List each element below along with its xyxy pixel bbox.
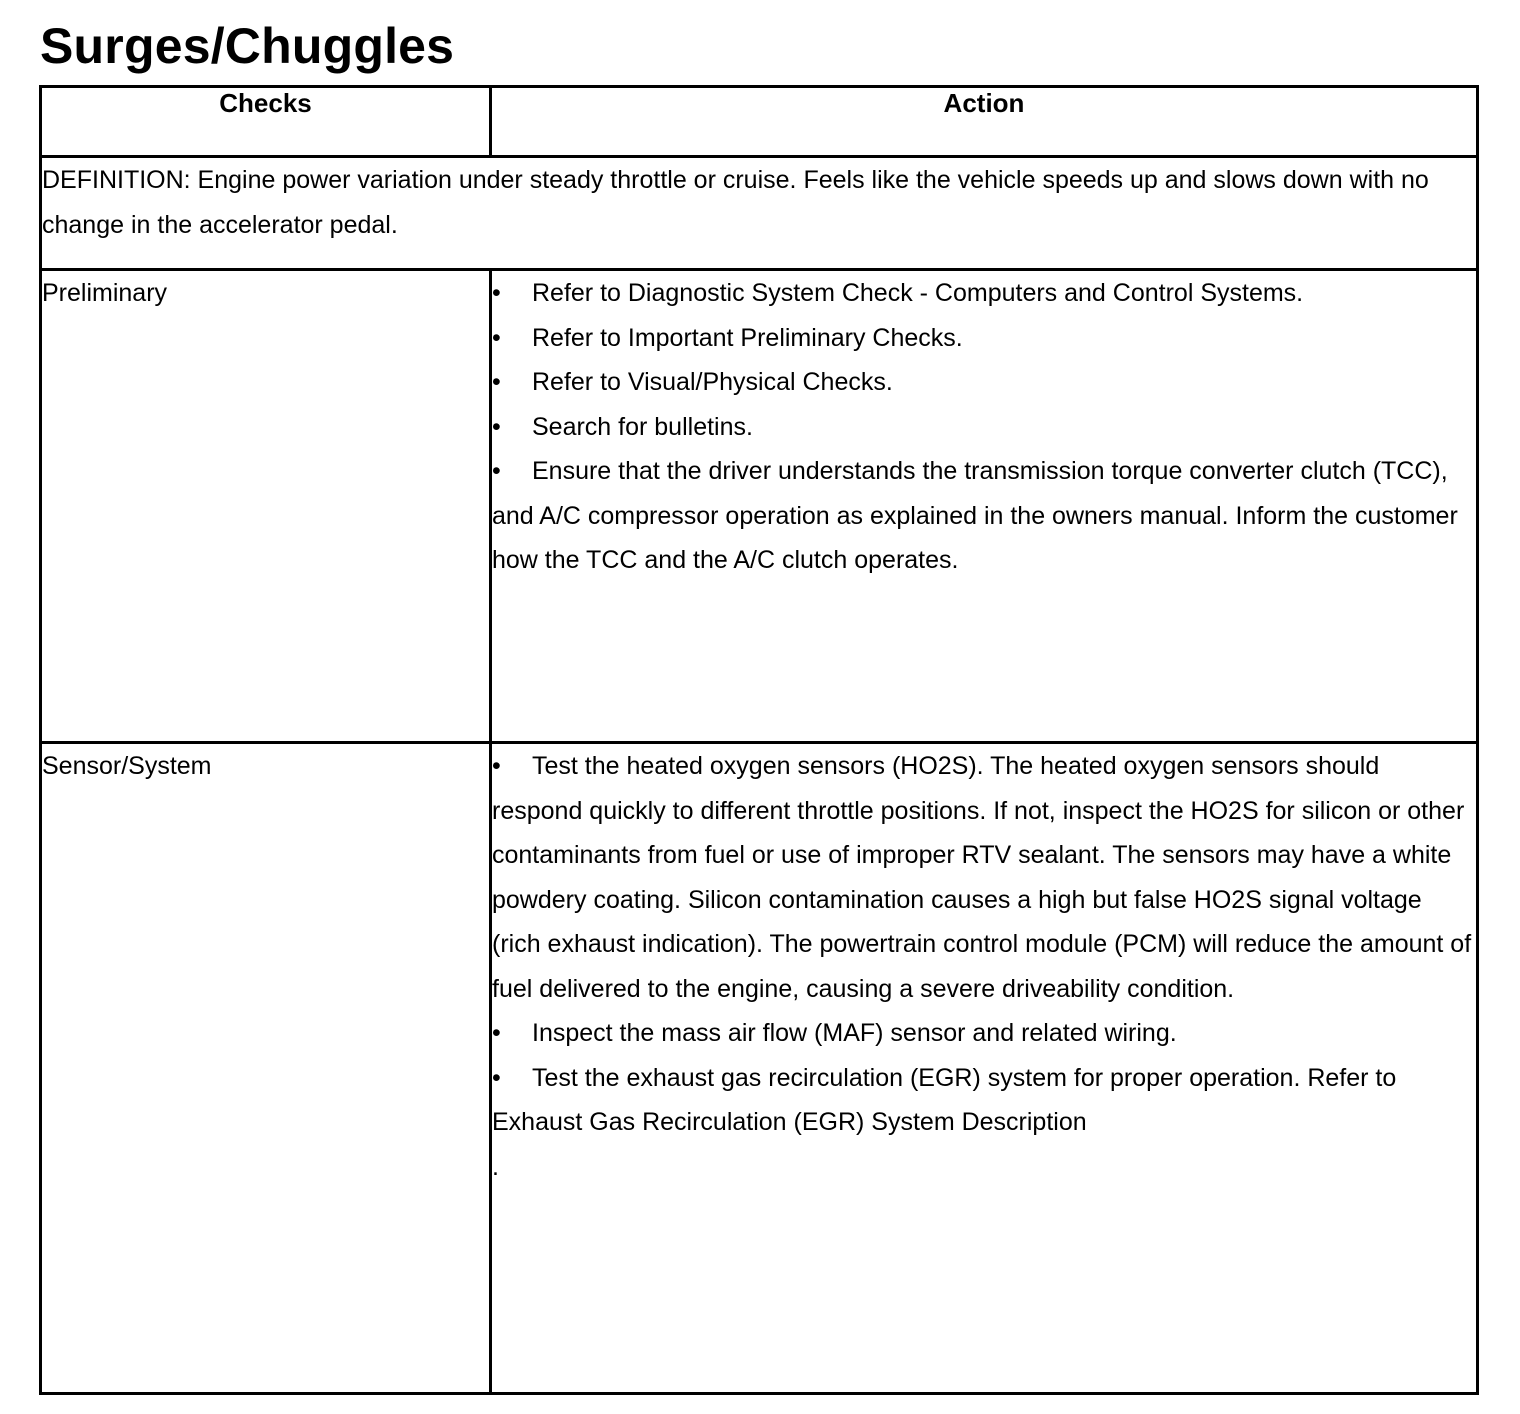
definition-text: DEFINITION: Engine power variation under steady throttle or cruise. Feels like the vehicle speeds up and slows down with no change in the accelerator pedal. <box>41 157 1478 270</box>
action-text: Refer to Visual/Physical Checks. <box>532 368 893 396</box>
bullet-icon: • <box>492 752 501 780</box>
bullet-icon: • <box>492 323 501 352</box>
action-list-sensor-system <box>491 743 1478 1394</box>
action-text: Search for bulletins. <box>532 412 753 441</box>
table-row <box>41 270 1478 743</box>
action-item <box>492 360 1476 405</box>
action-item <box>492 449 1476 583</box>
bullet-icon: • <box>492 1063 501 1092</box>
action-text: Inspect the mass air flow (MAF) sensor and related wiring. <box>532 1019 1177 1047</box>
bullet-icon: • <box>492 457 501 485</box>
trailing-mark: . <box>492 1152 499 1181</box>
action-text: Refer to Important Preliminary Checks. <box>532 323 963 352</box>
action-item <box>492 744 1476 1011</box>
check-label-sensor-system: Sensor/System <box>41 743 491 1394</box>
definition-row <box>41 157 1478 270</box>
table-row <box>41 743 1478 1394</box>
page-title: Surges/Chuggles <box>40 18 455 74</box>
column-header-checks: Checks <box>41 87 491 157</box>
action-text: Test the heated oxygen sensors (HO2S). The heated oxygen sensors should respond quickly to different throttle positions. If not, inspect the HO2S for silicon or other contaminants from fuel or use of improper RTV sealant. The sensors may have a white powdery coating. Silicon contamination causes a high but false HO2S signal voltage (rich exhaust indication). The powertrain control module (PCM) will reduce the amount of fuel delivered to the engine, causing a severe driveability condition. <box>492 752 1472 1003</box>
action-text: Refer to Diagnostic System Check - Computers and Control Systems. <box>532 279 1304 307</box>
column-header-action: Action <box>491 87 1478 157</box>
action-item <box>492 1056 1476 1145</box>
action-text: Ensure that the driver understands the transmission torque converter clutch (TCC), and A/C compressor operation as explained in the owners manual. Inform the customer how the TCC and the A/C clutch operates. <box>492 457 1458 574</box>
diagnosis-table <box>39 85 1479 1395</box>
check-label-preliminary: Preliminary <box>41 270 491 743</box>
action-item <box>492 1011 1476 1056</box>
bullet-icon: • <box>492 412 501 441</box>
bullet-icon: • <box>492 1019 501 1047</box>
action-item <box>492 271 1476 316</box>
action-text: Test the exhaust gas recirculation (EGR) system for proper operation. Refer to Exhaust Gas Recirculation (EGR) System Description <box>492 1063 1397 1136</box>
bullet-icon: • <box>492 368 501 396</box>
table-header-row <box>41 87 1478 157</box>
action-item <box>492 316 1476 361</box>
action-item <box>492 405 1476 450</box>
action-list-preliminary <box>491 270 1478 743</box>
bullet-icon: • <box>492 279 501 307</box>
